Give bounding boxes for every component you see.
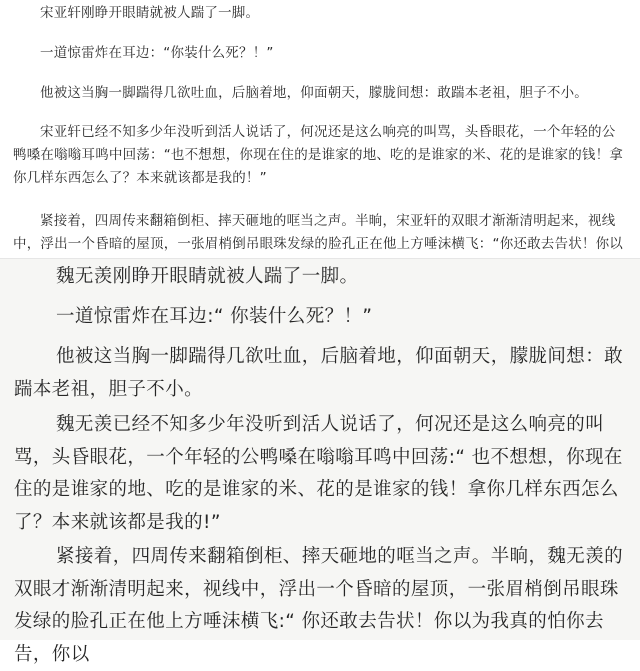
paragraph: 他被这当胸一脚踹得几欲吐血，后脑着地，仰面朝天，朦胧间想：敢踹本老祖，胆子不小。 — [40, 85, 588, 101]
bottom-text-panel — [0, 259, 640, 665]
paragraph: 紧接着，四周传来翻箱倒柜、摔天砸地的哐当之声。半晌，魏无羡的双眼才渐渐清明起来，视线中，浮出一个昏暗的屋顶，一张眉梢倒吊眼珠发绿的脸孔正在他上方唾沫横飞:“ 你还敢去告状！你以为我真的怕你去告，你以 — [14, 546, 624, 665]
paragraph: 紧接着，四周传来翻箱倒柜、摔天砸地的哐当之声。半晌，宋亚轩的双眼才渐渐清明起来，视线中，浮出一个昏暗的屋顶，一张眉梢倒吊眼珠发绿的脸孔正在他上方唾沫横飞：“你还敢去告状！你以 — [13, 213, 623, 252]
top-text-panel — [0, 0, 640, 258]
paragraph: 宋亚轩刚睁开眼睛就被人踹了一脚。 — [40, 5, 260, 21]
paragraph: 一道惊雷炸在耳边:“ 你装什么死？！” — [56, 306, 373, 327]
paragraph: 魏无羡刚睁开眼睛就被人踹了一脚。 — [56, 266, 359, 287]
paragraph: 宋亚轩已经不知多少年没听到活人说话了，何况还是这么响亮的叫骂，头昏眼花，一个年轻的公鸭嗓在嗡嗡耳鸣中回荡：“也不想想，你现在住的是谁家的地、吃的是谁家的米、花的是谁家的钱！拿你几样东西怎么了？本来就该都是我的！” — [13, 124, 623, 186]
paragraph: 魏无羡已经不知多少年没听到活人说话了，何况还是这么响亮的叫骂，头昏眼花，一个年轻的公鸭嗓在嗡嗡耳鸣中回荡:“ 也不想想，你现在住的是谁家的地、吃的是谁家的米、花的是谁家的钱！拿你几样东西怎么了？本来就该都是我的!” — [14, 414, 623, 533]
paragraph: 一道惊雷炸在耳边：“你装什么死？！” — [40, 45, 274, 61]
paragraph: 他被这当胸一脚踹得几欲吐血，后脑着地，仰面朝天，朦胧间想：敢踹本老祖，胆子不小。 — [14, 346, 624, 400]
